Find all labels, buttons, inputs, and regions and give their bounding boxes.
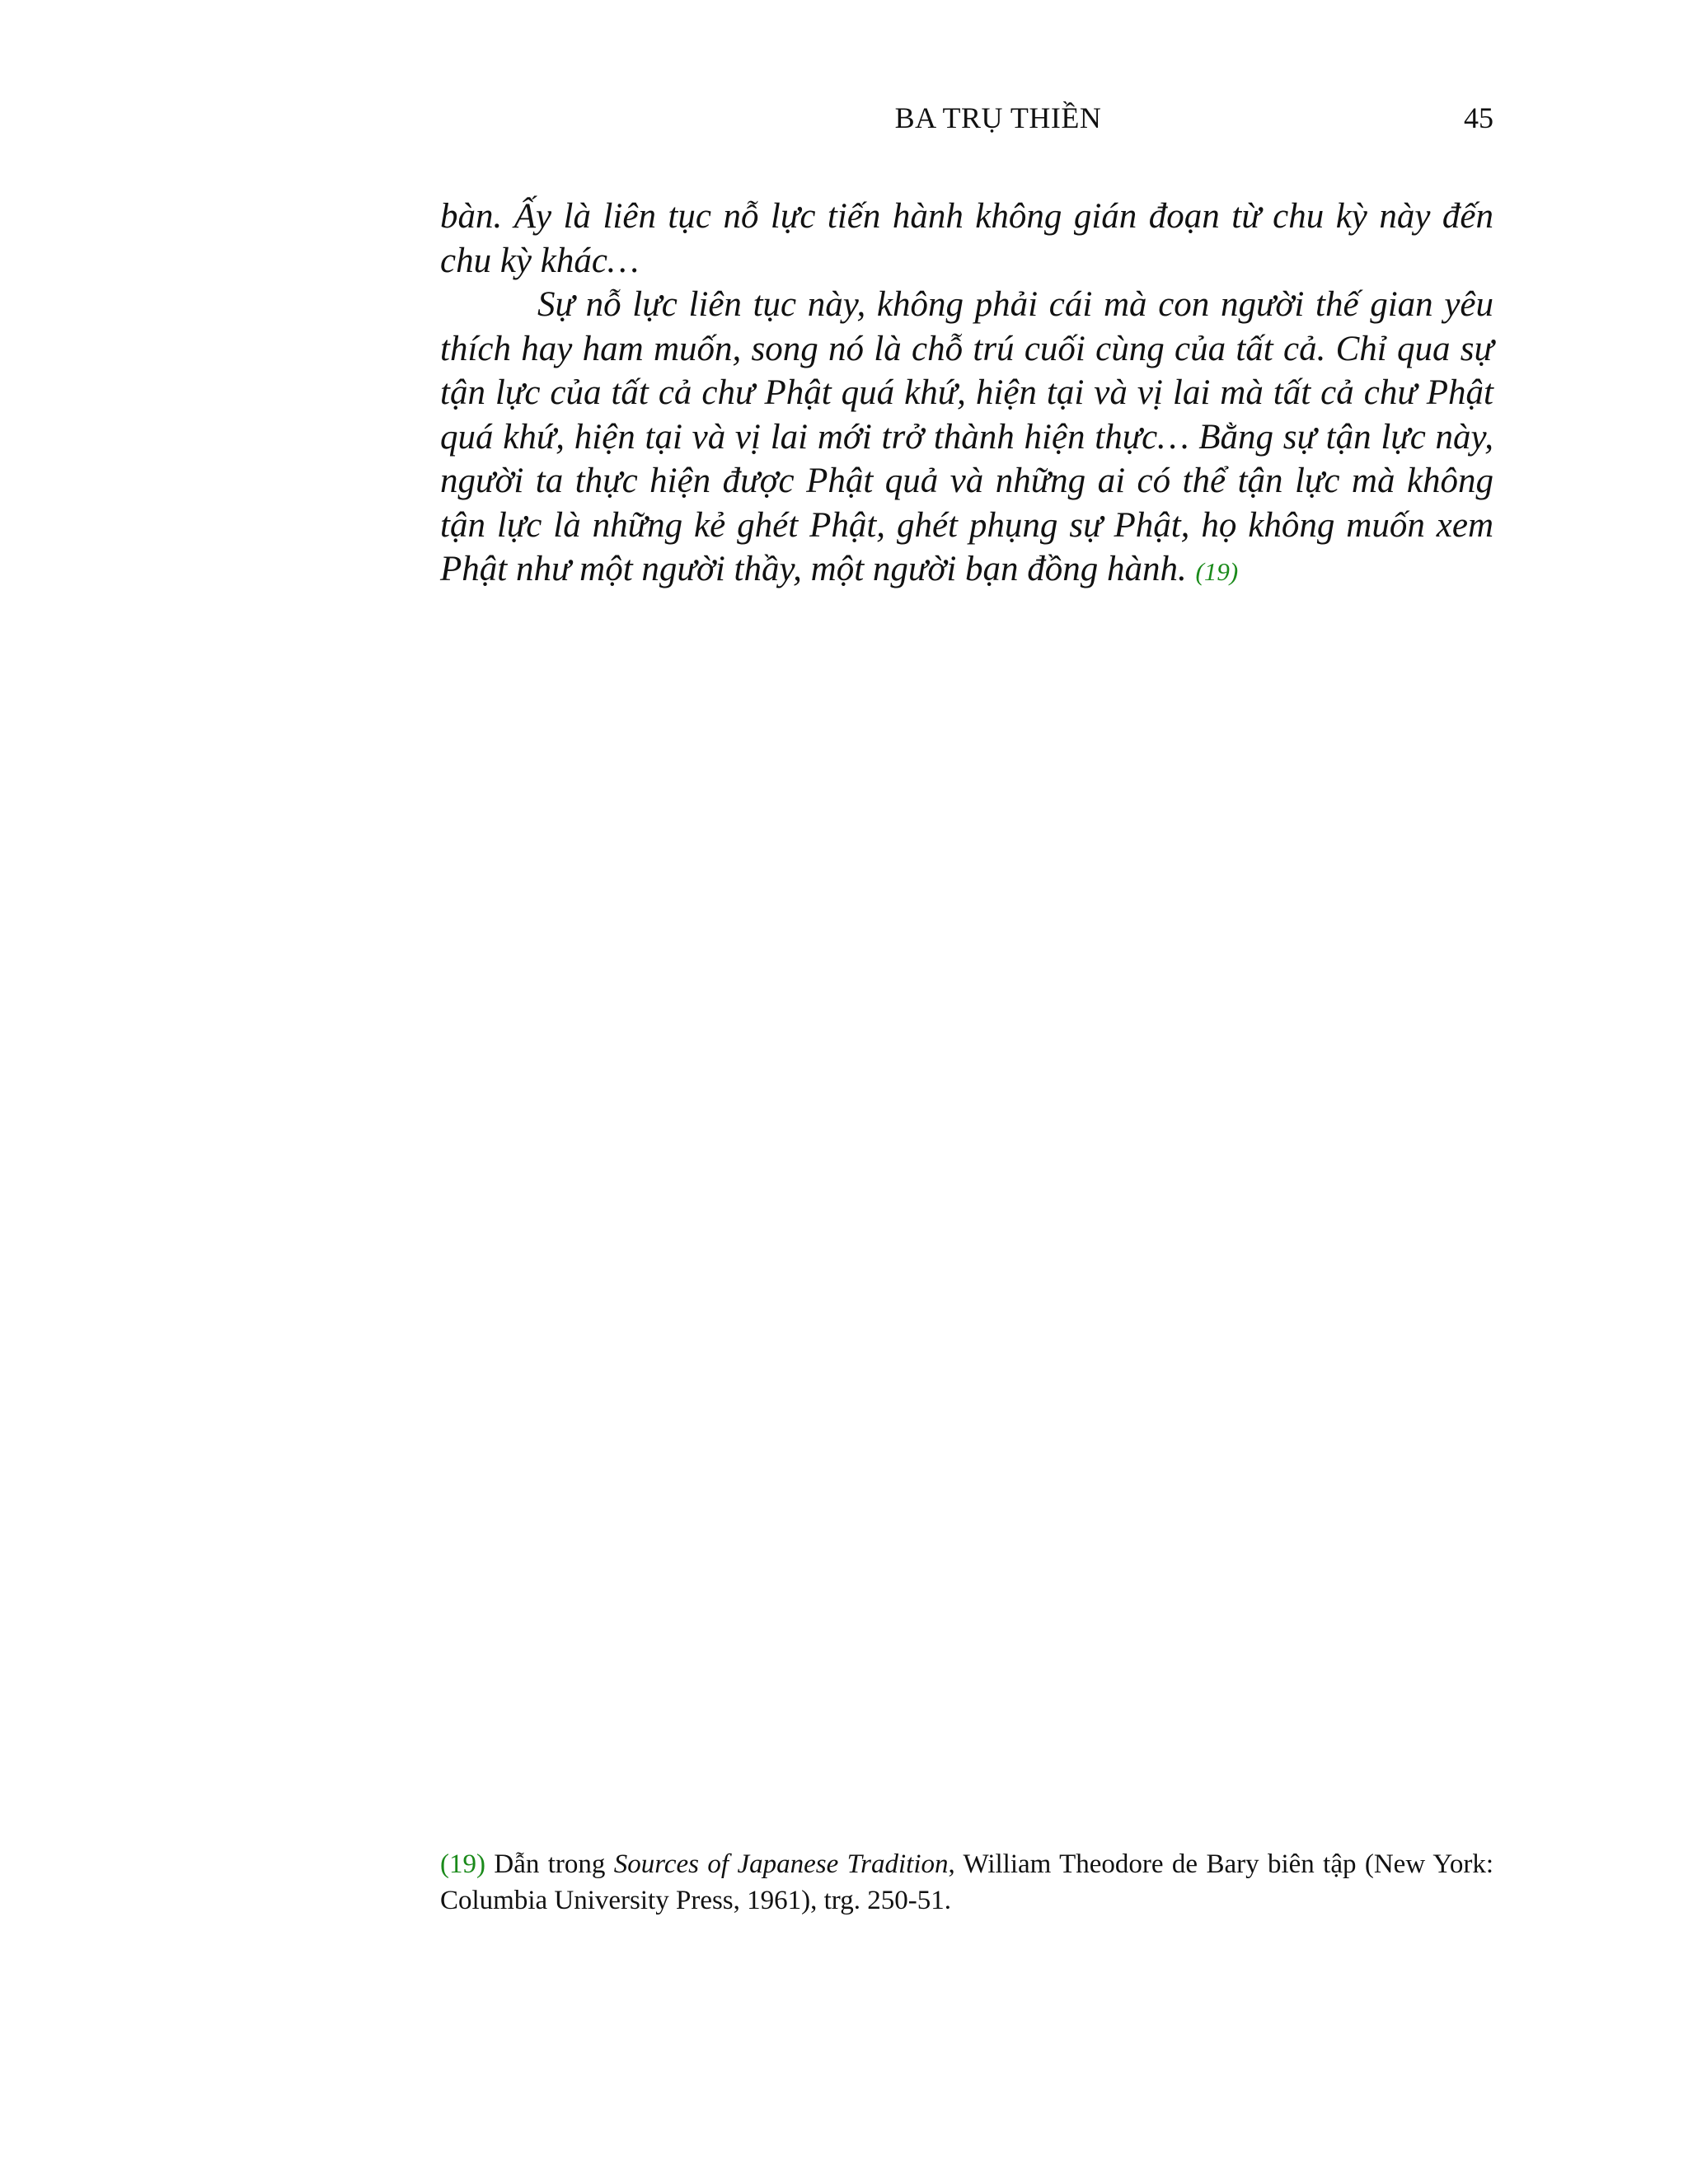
page-header — [437, 97, 1493, 138]
footnote-reference[interactable]: (19) — [1195, 557, 1239, 586]
page-number: 45 — [1464, 101, 1493, 134]
body-text — [440, 194, 1493, 594]
running-title: BA TRỤ THIỀN — [894, 101, 1102, 134]
paragraph-2-text: Sự nỗ lực liên tục này, không phải cái mà con người thế gian yêu thích hay ham muốn, song nó là chỗ trú cuối cùng của tất cả. Chỉ qua sự tận lực của tất cả chư Phật quá khứ, hiện tại và vị lai mà tất cả chư Phật quá khứ, hiện tại và vị lai mới trở thành hiện thực… Bằng sự tận lực này, người ta thực hiện được Phật quả và những ai có thể tận lực mà không tận lực là những kẻ ghét Phật, ghét phụng sự Phật, họ không muốn xem Phật như một người thầy, một người bạn đồng hành. — [440, 285, 1493, 588]
footnote-book-title: Sources of Japanese Tradition — [613, 1849, 949, 1879]
paragraph-2 — [440, 283, 1493, 594]
footnote-number: (19) — [440, 1849, 485, 1879]
footnote-text-before: Dẫn trong — [485, 1849, 614, 1879]
paragraph-1: bàn. Ấy là liên tục nỗ lực tiến hành không gián đoạn từ chu kỳ này đến chu kỳ khác… — [440, 197, 1493, 280]
footnote-text-after: , William Theodore de Bary biên tập (New York: Columbia University Press, 1961), trg. 250-51. — [440, 1849, 1494, 1915]
footnote — [440, 1846, 1493, 1919]
